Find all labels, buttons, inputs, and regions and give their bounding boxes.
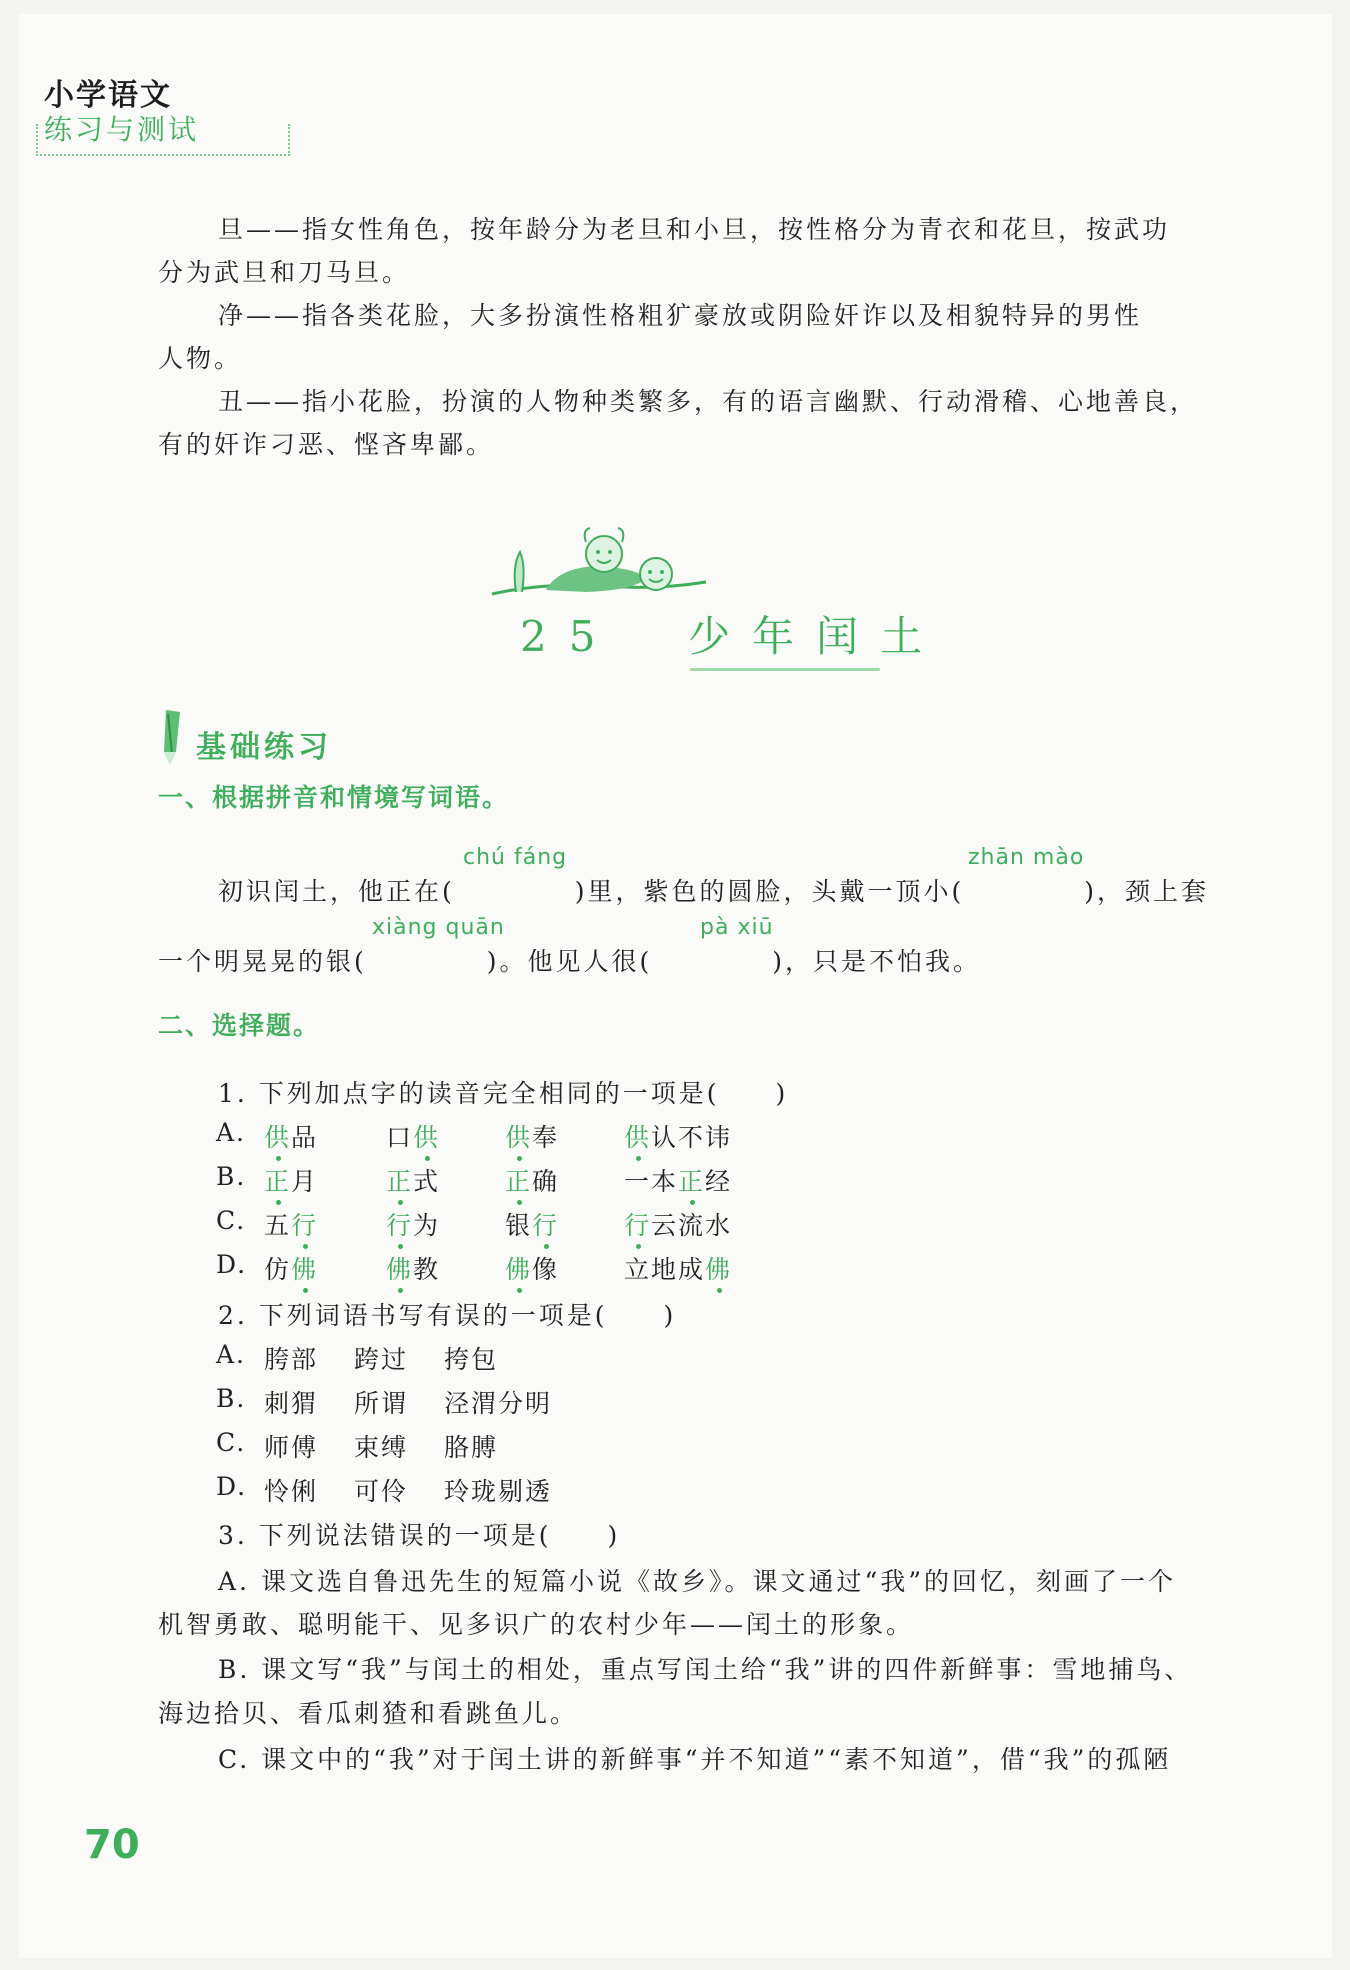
item-3-option-c-line-1: C. 课文中的“我”对于闰土讲的新鲜事“并不知道”“素不知道”，借“我”的孤陋 — [218, 1745, 1172, 1774]
pinyin-3: xiàng quān — [372, 915, 505, 940]
item-3-option-b-line-1: B. 课文写“我”与闰土的相处，重点写闰土给“我”讲的四件新鲜事：雪地捕鸟、 — [218, 1655, 1193, 1684]
dotted-character: 供 — [624, 1123, 652, 1152]
series-title: 小学语文 — [44, 78, 172, 113]
item-2-option-word: 胳膊 — [444, 1433, 499, 1462]
paragraph-chou: 丑——指小花脸，扮演的人物种类繁多，有的语言幽默、行动滑稽、心地善良， 有的奸诈刁恶、悭吝卑鄙。 — [158, 387, 1199, 459]
item-2-option-word: 刺猬 — [264, 1389, 319, 1418]
item-1-option-label: C. — [216, 1206, 247, 1235]
pinyin-1: chú fáng — [463, 845, 568, 870]
item-1-option-label: B. — [216, 1162, 247, 1191]
pinyin-2: zhān mào — [968, 845, 1085, 870]
series-subtitle: 练习与测试 — [44, 113, 200, 146]
item-1-option-word: 供认不讳 — [624, 1123, 733, 1152]
item-1-option-word: 正月 — [264, 1167, 319, 1196]
item-2-option-label: B. — [216, 1384, 247, 1413]
item-2-option-word: 束缚 — [354, 1433, 409, 1462]
dotted-character: 行 — [624, 1211, 652, 1240]
item-2-option-word: 挎包 — [444, 1345, 499, 1374]
item-1-option-word: 仿佛 — [264, 1255, 319, 1284]
dotted-character: 行 — [291, 1211, 319, 1240]
dotted-character: 正 — [678, 1167, 706, 1196]
item-1-option-word: 行为 — [386, 1211, 441, 1240]
item-1-option-label: D. — [216, 1250, 248, 1279]
page-number: 70 — [84, 1822, 140, 1868]
lesson-number: 25 — [520, 612, 618, 661]
item-3-option-a-line-1: A. 课文选自鲁迅先生的短篇小说《故乡》。课文通过“我”的回忆，刻画了一个 — [218, 1567, 1177, 1596]
item-2-option-word: 师傅 — [264, 1433, 319, 1462]
dotted-character: 佛 — [505, 1255, 533, 1284]
lesson-title — [520, 604, 944, 664]
question-1-heading: 一、根据拼音和情境写词语。 — [158, 783, 510, 812]
paragraph-dan: 旦——指女性角色，按年龄分为老旦和小旦，按性格分为青衣和花旦，按武功 分为武旦和刀马旦。 — [158, 215, 1171, 287]
item-3-option-b-line-2: 海边拾贝、看瓜刺猹和看跳鱼儿。 — [158, 1699, 579, 1728]
item-1-option-word: 供品 — [264, 1123, 319, 1152]
children-illustration — [486, 516, 716, 606]
title-underline — [690, 668, 880, 671]
item-1-option-word: 行云流水 — [624, 1211, 733, 1240]
dotted-character: 正 — [264, 1167, 292, 1196]
dotted-character: 佛 — [386, 1255, 414, 1284]
dotted-character: 正 — [505, 1167, 533, 1196]
item-1-option-word: 银行 — [505, 1211, 560, 1240]
dotted-character: 佛 — [705, 1255, 733, 1284]
pencil-icon — [156, 706, 188, 768]
pinyin-4: pà xiū — [700, 915, 774, 940]
item-2-option-word: 跨过 — [354, 1345, 409, 1374]
item-1-option-word: 五行 — [264, 1211, 319, 1240]
item-1-option-word: 一本正经 — [624, 1167, 733, 1196]
dotted-character: 佛 — [291, 1255, 319, 1284]
item-1-option-word: 正式 — [386, 1167, 441, 1196]
item-3-stem: 3. 下列说法错误的一项是( ) — [218, 1521, 621, 1550]
item-2-option-word: 怜俐 — [264, 1477, 319, 1506]
dotted-character: 行 — [532, 1211, 560, 1240]
item-1-option-word: 供奉 — [505, 1123, 560, 1152]
item-1-stem: 1. 下列加点字的读音完全相同的一项是( ) — [218, 1079, 789, 1108]
item-1-option-word: 口供 — [386, 1123, 441, 1152]
item-1-option-word: 佛教 — [386, 1255, 441, 1284]
item-2-option-label: D. — [216, 1472, 248, 1501]
item-1-option-word: 佛像 — [505, 1255, 560, 1284]
question-2-heading: 二、选择题。 — [158, 1011, 321, 1040]
lesson-name: 少年闰土 — [688, 612, 945, 661]
item-2-option-word: 泾渭分明 — [444, 1389, 553, 1418]
item-1-option-word: 正确 — [505, 1167, 560, 1196]
section-heading: 基础练习 — [196, 730, 332, 765]
item-2-option-word: 所谓 — [354, 1389, 409, 1418]
dotted-character: 供 — [413, 1123, 441, 1152]
item-2-option-word: 可伶 — [354, 1477, 409, 1506]
paragraph-jing: 净——指各类花脸，大多扮演性格粗犷豪放或阴险奸诈以及相貌特异的男性 人物。 — [158, 301, 1143, 373]
q1-line-1: 初识闰土，他正在( )里，紫色的圆脸，头戴一顶小( )，颈上套 — [218, 877, 1210, 906]
dotted-character: 供 — [505, 1123, 533, 1152]
dotted-character: 供 — [264, 1123, 292, 1152]
dotted-character: 正 — [386, 1167, 414, 1196]
item-2-option-word: 玲珑剔透 — [444, 1477, 553, 1506]
item-2-option-label: C. — [216, 1428, 247, 1457]
item-2-option-label: A. — [216, 1340, 247, 1369]
item-1-option-word: 立地成佛 — [624, 1255, 733, 1284]
item-3-option-a-line-2: 机智勇敢、聪明能干、见多识广的农村少年——闰土的形象。 — [158, 1610, 915, 1639]
item-1-option-label: A. — [216, 1118, 247, 1147]
dotted-character: 行 — [386, 1211, 414, 1240]
item-2-option-word: 胯部 — [264, 1345, 319, 1374]
item-2-stem: 2. 下列词语书写有误的一项是( ) — [218, 1301, 677, 1330]
q1-line-2: 一个明晃晃的银( )。他见人很( )，只是不怕我。 — [158, 947, 982, 976]
